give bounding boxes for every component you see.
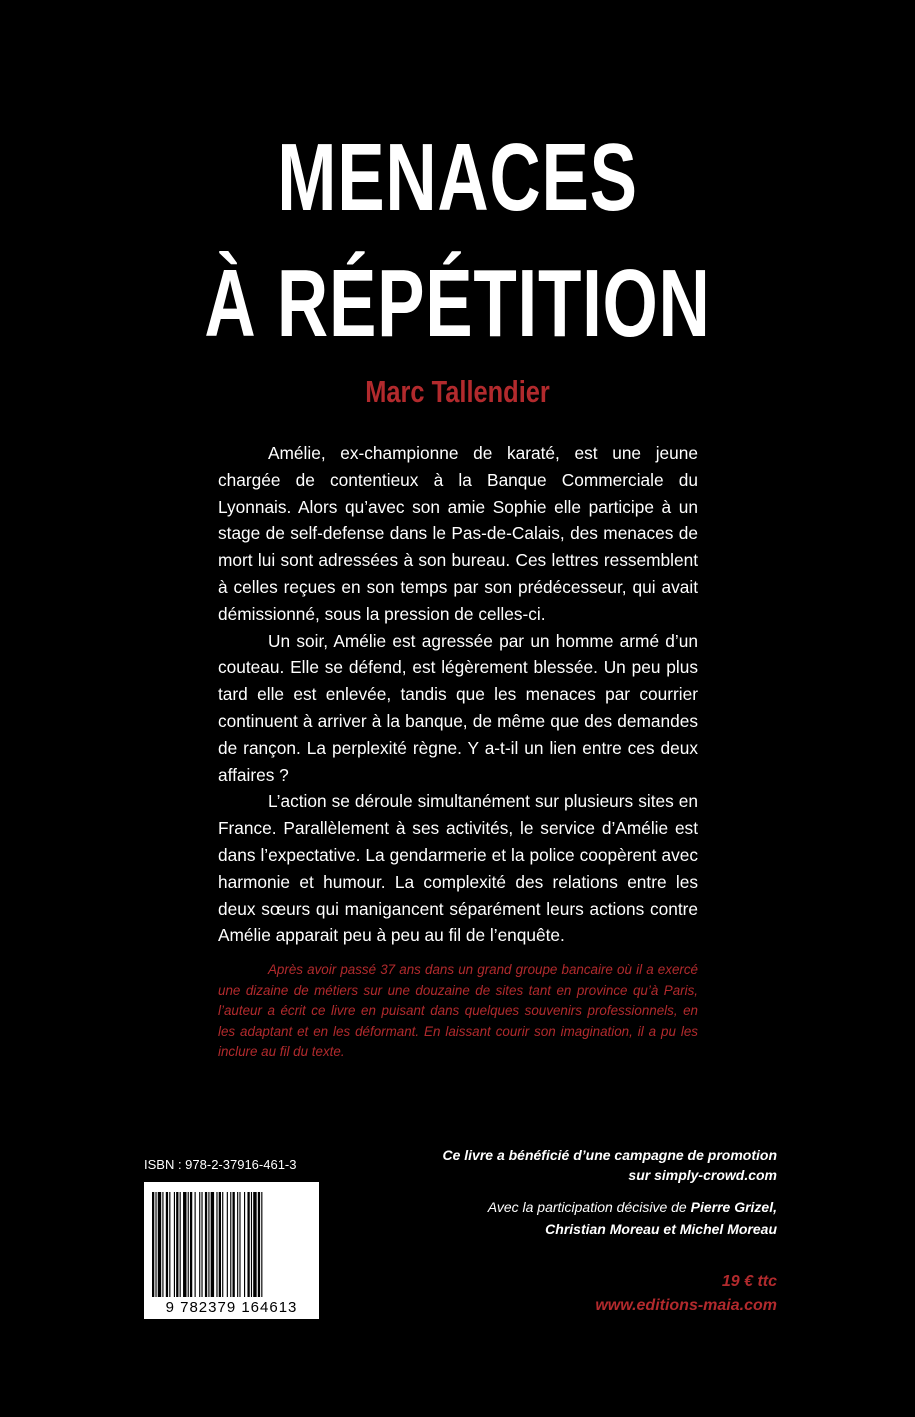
barcode-bar [253, 1192, 256, 1297]
book-title-line-1: MENACES [277, 124, 638, 231]
synopsis-paragraph-3: L’action se déroule simultanément sur plusieurs sites en France. Parallèlement à ses activités, le service d’Amélie est dans l’expectative. La gendarmerie et la police coopèrent avec harmonie et humour. La complexité des relations entre les deux sœurs qui manigancent séparément leurs actions contre Amélie apparait peu à peu au fil de l’enquête. [218, 791, 698, 946]
barcode-bar [251, 1192, 252, 1297]
about-author [218, 960, 698, 1063]
barcode-bar [211, 1192, 214, 1297]
barcode-bar [230, 1192, 231, 1297]
barcode-bar [183, 1192, 186, 1297]
barcode-bar [233, 1192, 235, 1297]
barcode-bar [261, 1192, 262, 1297]
isbn-label: ISBN : 978-2-37916-461-3 [144, 1157, 297, 1172]
barcode-bar [199, 1192, 200, 1297]
barcode-bar [205, 1192, 207, 1297]
price-and-website [397, 1270, 777, 1318]
barcode-bar [162, 1192, 163, 1297]
barcode-digits: 9 782379 164613 [165, 1299, 298, 1316]
barcode-bar [158, 1192, 161, 1297]
barcode-bar [227, 1192, 228, 1297]
book-title-line-2: À RÉPÉTITION [204, 250, 711, 357]
about-author-text: Après avoir passé 37 ans dans un grand groupe bancaire où il a exercé une dizaine de métiers sur une douzaine de sites tant en province qu’à Paris, l’auteur a écrit ce livre en puisant dans quelques souvenirs professionnels, en les adaptant et en les déformant. En laissant courir son imagination, il a pu les inclure au fil du texte. [218, 962, 698, 1060]
barcode-bar [222, 1192, 223, 1297]
publisher-website: www.editions-maia.com [595, 1297, 777, 1314]
barcode-bar [247, 1192, 249, 1297]
barcode-bar [208, 1192, 209, 1297]
barcode-bar [239, 1192, 240, 1297]
synopsis-paragraph-2: Un soir, Amélie est agressée par un homme armé d’un couteau. Elle se défend, est légèrement blessée. Un peu plus tard elle est enlevée, tandis que les menaces par courrier continuent à arriver à la banque, de même que des demandes de rançon. La perplexité règne. Y a-t-il un lien entre ces deux affaires ? [218, 630, 698, 785]
promotion-line-1: Ce livre a bénéficié d’une campagne de promotion [442, 1147, 777, 1163]
barcode-bar [237, 1192, 238, 1297]
participation-credits [397, 1196, 777, 1240]
barcode-bar [244, 1192, 245, 1297]
barcode-bar [176, 1192, 178, 1297]
barcode-bar [155, 1192, 156, 1297]
promotion-notice [397, 1145, 777, 1185]
participation-prefix: Avec la participation décisive de [487, 1199, 691, 1215]
barcode-bar [201, 1192, 202, 1297]
promotion-line-2: sur simply-crowd.com [628, 1167, 777, 1183]
barcode-bar [258, 1192, 260, 1297]
barcode [144, 1182, 319, 1319]
author-name: Marc Tallendier [365, 374, 550, 409]
synopsis-paragraph-1: Amélie, ex-championne de karaté, est une jeune chargée de contentieux à la Banque Commerciale du Lyonnais. Alors qu’avec son amie Sophie elle participe à un stage de self-defense dans le Pas-de-Calais, des menaces de mort lui sont adressées à son bureau. Ces lettres ressemblent à celles reçues en son temps par son prédécesseur, qui avait démissionné, sous la pression de celles-ci. [218, 443, 698, 624]
participation-names-2: Christian Moreau et Michel Moreau [545, 1221, 777, 1237]
price: 19 € ttc [721, 1273, 777, 1290]
barcode-bar [169, 1192, 170, 1297]
barcode-bar [188, 1192, 189, 1297]
barcode-bar [166, 1192, 168, 1297]
barcode-bar [190, 1192, 192, 1297]
barcode-bar [180, 1192, 181, 1297]
barcode-bar [174, 1192, 175, 1297]
barcode-bar [219, 1192, 221, 1297]
barcode-bar [216, 1192, 217, 1297]
participation-names-1: Pierre Grizel, [690, 1199, 777, 1215]
barcode-bar [152, 1192, 154, 1297]
barcode-bar [195, 1192, 196, 1297]
synopsis [218, 440, 698, 949]
